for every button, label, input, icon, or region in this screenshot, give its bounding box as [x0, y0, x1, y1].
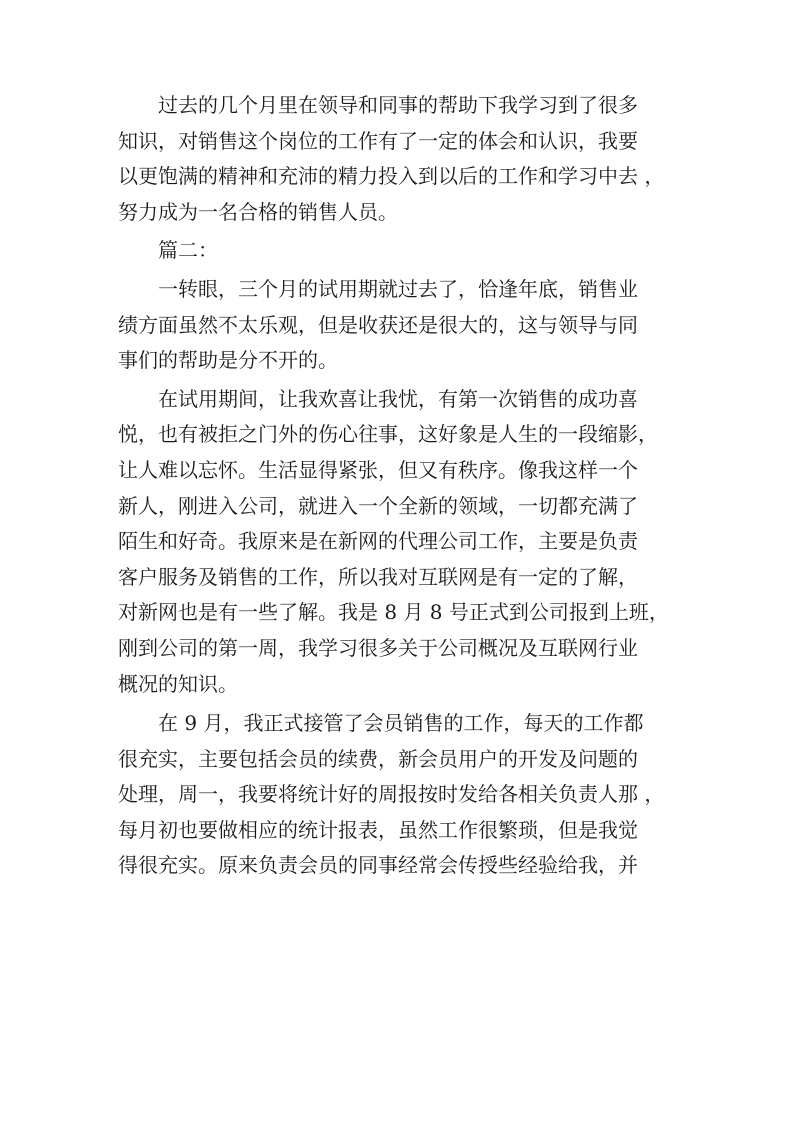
text-line: 在 9 月，我正式接管了会员销售的工作，每天的工作都 [158, 711, 644, 736]
text-line: 过去的几个月里在领导和同事的帮助下我学习到了很多 [158, 93, 638, 117]
text-line: 绩方面虽然不太乐观，但是收获还是很大的，这与领导与同 [118, 312, 638, 337]
text-line: 得很充实。原来负责会员的同事经常会传授些经验给我，并 [118, 853, 638, 878]
document-page [118, 88, 678, 884]
text-line: 客户服务及销售的工作，所以我对互联网是有一定的了解， [118, 564, 638, 589]
paragraph-2 [118, 272, 678, 379]
text-line: 一转眼，三个月的试用期就过去了，恰逢年底，销售业 [158, 276, 638, 301]
text-line: 很充实，主要包括会员的续费，新会员用户的开发及问题的 [118, 746, 638, 771]
paragraph-4 [118, 706, 678, 884]
text-line: 对新网也是有一些了解。我是 8 月 8 号正式到公司报到上班， [118, 600, 669, 625]
paragraph-3 [118, 382, 678, 702]
text-line: 陌生和好奇。我原来是在新网的代理公司工作，主要是负责 [118, 529, 638, 554]
text-line: 概况的知识。 [118, 671, 238, 696]
text-line: 事们的帮助是分不开的。 [118, 348, 338, 373]
text-line: 新人，刚进入公司，就进入一个全新的领域，一切都充满了 [118, 493, 638, 518]
text-line: 知识，对销售这个岗位的工作有了一定的体会和认识，我要 [118, 128, 638, 153]
text-line: 让人难以忘怀。生活显得紧张，但又有秩序。像我这样一个 [118, 457, 638, 482]
text-line: 每月初也要做相应的统计报表，虽然工作很繁琐，但是我觉 [118, 817, 638, 842]
text-line: 处理，周一，我要将统计好的周报按时发给各相关负责人那 ， [118, 782, 665, 807]
text-line: 以更饱满的精神和充沛的精力投入到以后的工作和学习中去 ， [118, 164, 665, 189]
text-line: 悦，也有被拒之门外的伤心往事，这好象是人生的一段缩影， [118, 422, 658, 447]
section-heading [118, 233, 678, 269]
section-heading-text: 篇二： [158, 238, 218, 263]
text-line: 在试用期间，让我欢喜让我忧，有第一次销售的成功喜 [158, 386, 638, 411]
text-line: 刚到公司的第一周，我学习很多关于公司概况及互联网行业 [118, 635, 638, 660]
text-line: 努力成为一名合格的销售人员。 [118, 199, 398, 224]
paragraph-1 [118, 88, 678, 230]
